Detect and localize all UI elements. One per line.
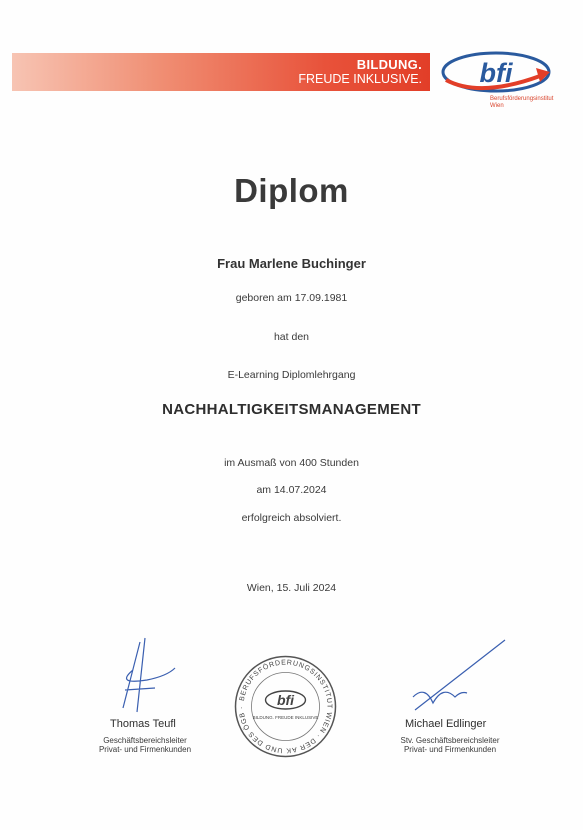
seal-tagline: BILDUNG. FREUDE INKLUSIVE: [252, 715, 319, 720]
place-date: Wien, 15. Juli 2024: [246, 582, 337, 594]
completion-status: erfolgreich absolviert.: [241, 512, 342, 524]
hat-den-text: hat den: [273, 331, 310, 343]
signature-right-icon: [395, 635, 515, 715]
signatory-right-role: [380, 736, 520, 754]
program-type: E-Learning Diplomlehrgang: [227, 369, 356, 381]
institute-seal-icon: [233, 654, 338, 759]
signatory-left-name: Thomas Teufl: [110, 718, 176, 730]
bfi-logo-text: bfi: [479, 58, 513, 88]
signatory-right-role-2: Privat- und Firmenkunden: [403, 745, 497, 754]
birth-date: geboren am 17.09.1981: [235, 292, 348, 304]
signatory-left-role-2: Privat- und Firmenkunden: [98, 745, 192, 754]
logo-city: Wien: [490, 103, 504, 109]
signatory-left-role-1: Geschäftsbereichsleiter: [103, 736, 187, 745]
logo-subtitle: Berufsförderungsinstitut: [490, 96, 554, 102]
program-name: NACHHALTIGKEITSMANAGEMENT: [162, 401, 421, 418]
signature-left-icon: [95, 630, 190, 720]
seal-logo-text: bfi: [276, 692, 295, 708]
tagline-bildung: BILDUNG.: [356, 57, 422, 72]
recipient-name: Frau Marlene Buchinger: [217, 256, 366, 271]
signatory-right-name: Michael Edlinger: [405, 718, 487, 730]
completion-date: am 14.07.2024: [256, 484, 327, 496]
seal-outer-text: BERUFSFÖRDERUNGSINSTITUT WIEN · DER AK UND DES ÖGB ·: [238, 659, 333, 754]
diploma-title: Diplom: [234, 172, 349, 209]
program-extent: im Ausmaß von 400 Stunden: [224, 457, 359, 469]
signatory-left-role: [80, 736, 210, 754]
tagline-freude: FREUDE INKLUSIVE.: [298, 72, 422, 86]
signatory-right-role-1: Stv. Geschäftsbereichsleiter: [400, 736, 500, 745]
header-banner: [12, 53, 430, 91]
